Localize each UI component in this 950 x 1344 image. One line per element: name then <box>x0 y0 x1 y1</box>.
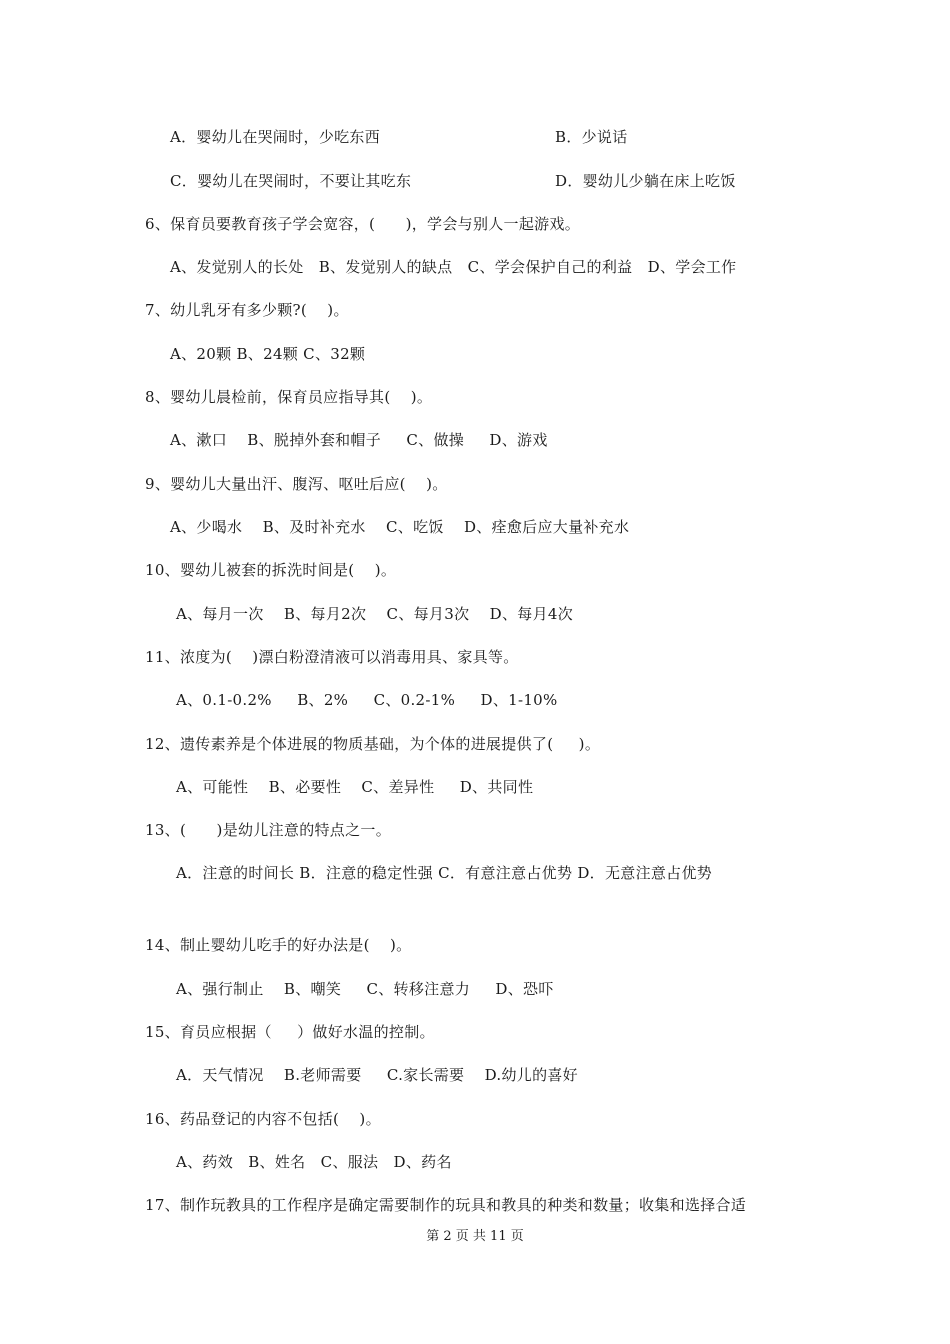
question-6-options: A、发觉别人的长处 B、发觉别人的缺点 C、学会保护自己的利益 D、学会工作 <box>170 258 737 276</box>
q5-option-b: B．少说话 <box>555 128 628 146</box>
q5-option-d: D．婴幼儿少躺在床上吃饭 <box>555 172 736 190</box>
question-17: 17、制作玩教具的工作程序是确定需要制作的玩具和教具的种类和数量；收集和选择合适 <box>145 1196 747 1214</box>
question-11-options: A、0.1-0.2% B、2% C、0.2-1% D、1-10% <box>176 691 558 709</box>
question-9-options: A、少喝水 B、及时补充水 C、吃饭 D、痊愈后应大量补充水 <box>170 518 630 536</box>
question-8-options: A、漱口 B、脱掉外套和帽子 C、做操 D、游戏 <box>170 431 548 449</box>
question-12: 12、遗传素养是个体进展的物质基础，为个体的进展提供了( )。 <box>145 735 601 753</box>
question-16: 16、药品登记的内容不包括( )。 <box>145 1110 381 1128</box>
question-8: 8、婴幼儿晨检前，保育员应指导其( )。 <box>145 388 433 406</box>
page-footer: 第 2 页 共 11 页 <box>426 1229 524 1244</box>
question-11: 11、浓度为( )漂白粉澄清液可以消毒用具、家具等。 <box>145 648 519 666</box>
question-10-options: A、每月一次 B、每月2次 C、每月3次 D、每月4次 <box>176 605 574 623</box>
question-13: 13、( )是幼儿注意的特点之一。 <box>145 821 392 839</box>
question-15: 15、育员应根据（ ）做好水温的控制。 <box>145 1023 435 1041</box>
question-9: 9、婴幼儿大量出汗、腹泻、呕吐后应( )。 <box>145 475 448 493</box>
question-14-options: A、强行制止 B、嘲笑 C、转移注意力 D、恐吓 <box>176 980 554 998</box>
question-12-options: A、可能性 B、必要性 C、差异性 D、共同性 <box>176 778 534 796</box>
question-16-options: A、药效 B、姓名 C、服法 D、药名 <box>176 1153 452 1171</box>
question-7-options: A、20颗 B、24颗 C、32颗 <box>170 345 366 363</box>
question-6: 6、保育员要教育孩子学会宽容，( )，学会与别人一起游戏。 <box>145 215 581 233</box>
question-14: 14、制止婴幼儿吃手的好办法是( )。 <box>145 936 412 954</box>
q5-option-a: A．婴幼儿在哭闹时，少吃东西 <box>170 128 381 146</box>
q5-option-c: C．婴幼儿在哭闹时，不要让其吃东 <box>170 172 412 190</box>
question-7: 7、幼儿乳牙有多少颗?( )。 <box>145 301 349 319</box>
question-10: 10、婴幼儿被套的拆洗时间是( )。 <box>145 561 397 579</box>
question-15-options: A．天气情况 B.老师需要 C.家长需要 D.幼儿的喜好 <box>176 1066 578 1084</box>
question-13-options: A．注意的时间长 B．注意的稳定性强 C．有意注意占优势 D．无意注意占优势 <box>176 864 713 882</box>
